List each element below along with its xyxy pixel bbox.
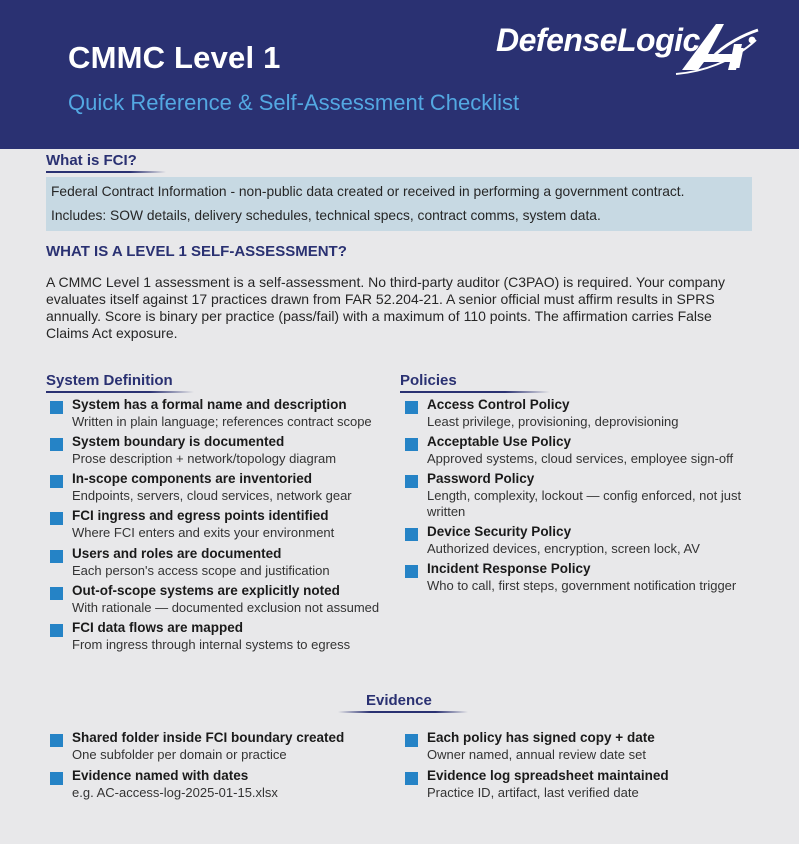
item-title: System boundary is documented: [72, 434, 285, 449]
checkbox-square-icon: [50, 550, 63, 563]
item-description: Each person's access scope and justification: [72, 563, 330, 578]
item-title: Evidence log spreadsheet maintained: [427, 768, 669, 783]
item-title: Incident Response Policy: [427, 561, 591, 576]
checkbox-square-icon: [405, 401, 418, 414]
checkbox-square-icon: [50, 401, 63, 414]
checkbox-square-icon: [405, 772, 418, 785]
checkbox-square-icon: [405, 438, 418, 451]
checkbox-square-icon: [405, 565, 418, 578]
item-description: Authorized devices, encryption, screen lock, AV: [427, 541, 700, 556]
item-description: From ingress through internal systems to egress: [72, 637, 351, 652]
item-title: In-scope components are inventoried: [72, 471, 313, 486]
page-subtitle: Quick Reference & Self-Assessment Checklist: [68, 90, 520, 115]
item-description: e.g. AC-access-log-2025-01-15.xlsx: [72, 785, 278, 800]
logo-ai-mark-icon: [672, 18, 762, 78]
item-title: Shared folder inside FCI boundary created: [72, 730, 345, 745]
checkbox-square-icon: [405, 475, 418, 488]
evidence-underline: [338, 711, 468, 713]
item-title: Evidence named with dates: [72, 768, 249, 783]
item-title: Access Control Policy: [427, 397, 570, 412]
item-title: Each policy has signed copy + date: [427, 730, 655, 745]
item-description: Length, complexity, lockout — config enforced, not just written: [427, 488, 742, 519]
item-description: Practice ID, artifact, last verified date: [427, 785, 639, 800]
level1-description: A CMMC Level 1 assessment is a self-assessment. No third-party auditor (C3PAO) is required. Your company evaluates itself against 17 practices drawn from FAR 52.204-21. A senior official must affirm results in SPRS annually. Score is binary per practice (pass/fail) with a maximum of 110 points. The affirmation carries False Claims Act exposure.: [46, 274, 726, 341]
system-definition-heading: System Definition: [46, 372, 173, 389]
checkbox-square-icon: [50, 438, 63, 451]
item-description: Prose description + network/topology diagram: [72, 451, 337, 466]
level1-heading: WHAT IS A LEVEL 1 SELF-ASSESSMENT?: [46, 243, 347, 260]
item-description: Least privilege, provisioning, deprovisioning: [427, 414, 679, 429]
fci-heading: What is FCI?: [46, 152, 137, 169]
checkbox-square-icon: [50, 475, 63, 488]
fci-line-2: Includes: SOW details, delivery schedules, technical specs, contract comms, system data.: [51, 208, 601, 223]
item-description: One subfolder per domain or practice: [72, 747, 287, 762]
item-title: System has a formal name and description: [72, 397, 347, 412]
defenselogic-logo: [492, 18, 762, 78]
item-description: Where FCI enters and exits your environment: [72, 525, 335, 540]
item-title: FCI ingress and egress points identified: [72, 508, 329, 523]
fci-underline: [46, 171, 166, 173]
checkbox-square-icon: [405, 734, 418, 747]
checkbox-square-icon: [50, 772, 63, 785]
item-title: Device Security Policy: [427, 524, 572, 539]
item-title: Out-of-scope systems are explicitly noted: [72, 583, 340, 598]
fci-definition-box: [46, 177, 752, 231]
checkbox-square-icon: [405, 528, 418, 541]
checkbox-square-icon: [50, 624, 63, 637]
evidence-heading: Evidence: [366, 692, 432, 709]
page-title: CMMC Level 1: [68, 40, 281, 75]
item-title: Password Policy: [427, 471, 535, 486]
logo-text: DefenseLogic: [496, 22, 700, 58]
item-description: Endpoints, servers, cloud services, network gear: [72, 488, 352, 503]
item-description: Approved systems, cloud services, employee sign-off: [427, 451, 734, 466]
item-title: FCI data flows are mapped: [72, 620, 244, 635]
checkbox-square-icon: [50, 587, 63, 600]
fci-line-1: Federal Contract Information - non-public data created or received in performing a government contract.: [51, 184, 685, 199]
checkbox-square-icon: [50, 734, 63, 747]
checkbox-square-icon: [50, 512, 63, 525]
item-description: With rationale — documented exclusion not assumed: [72, 600, 380, 615]
item-title: Users and roles are documented: [72, 546, 282, 561]
header-banner: [0, 0, 799, 149]
policies-heading: Policies: [400, 372, 457, 389]
item-description: Owner named, annual review date set: [427, 747, 646, 762]
policies-underline: [400, 391, 550, 393]
item-title: Acceptable Use Policy: [427, 434, 572, 449]
item-description: Written in plain language; references contract scope: [72, 414, 372, 429]
system-definition-underline: [46, 391, 194, 393]
item-description: Who to call, first steps, government notification trigger: [427, 578, 737, 593]
